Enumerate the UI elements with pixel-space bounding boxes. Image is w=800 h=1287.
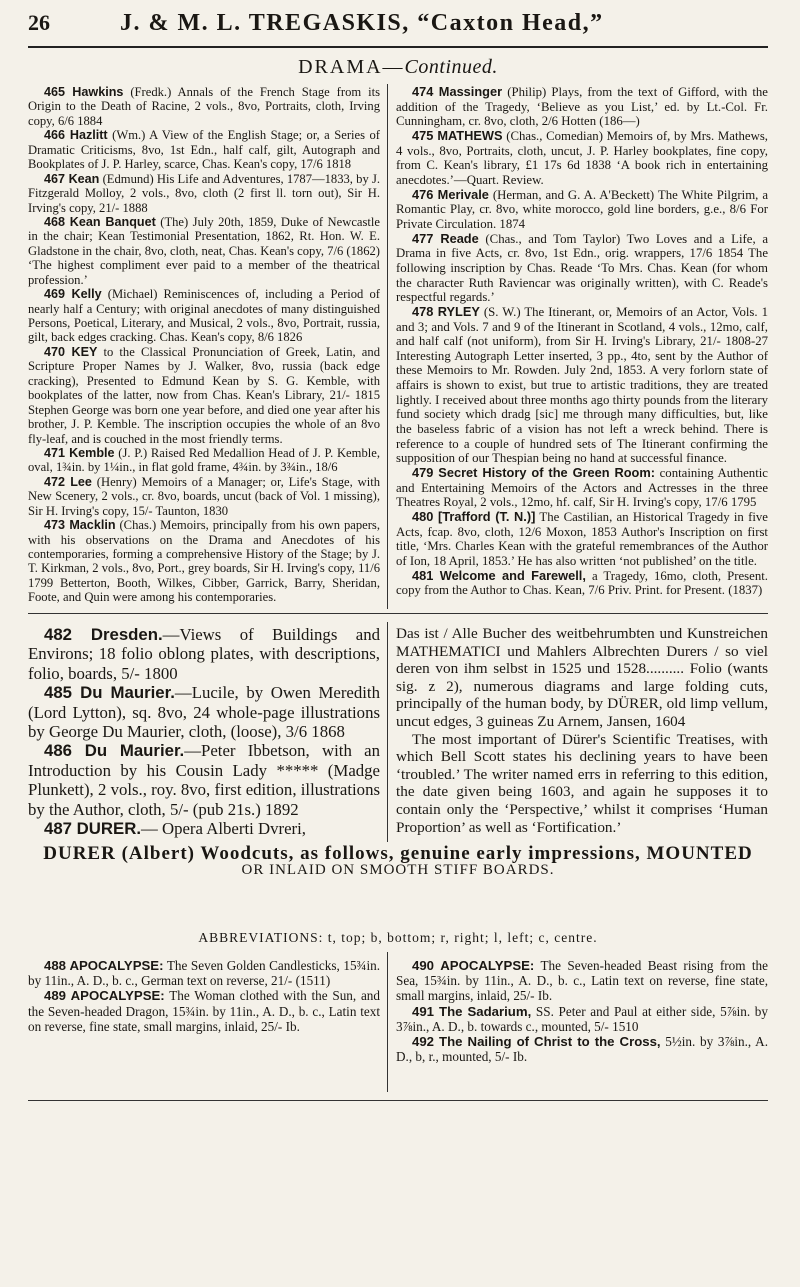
durer-description: Das ist / Alle Bucher des weitbehrumbten und Kunstreichen MATHEMATICI und Mahlers Albrechten Durers / so viel deren von ihm selbst in 1525 und 1528.......... Folio (wants sig. z 2), numerous diagrams and large folding cuts, principally of the human body, by DÜRER, old limp vellum, uncut edges, 3 guineas Zu Arnem, Jansen, 1604 — [396, 625, 768, 730]
bottom-right-column — [396, 958, 768, 1064]
catalogue-entry: 477 Reade (Chas., and Tom Taylor) Two Loves and a Life, a Drama in five Acts, cr. 8vo, 1st Edn., orig. wrappers, 17/6 1854 The following inscription by Chas. Reade ‘To Mrs. Chas. Kean (for whom the character Ruth Raviencar was originally written), with C. Reade's respectful regards.’ — [396, 230, 768, 305]
catalogue-entry: 471 Kemble (J. P.) Raised Red Medallion Head of J. P. Kemble, oval, 1¾in. by 1¼in., in flat gold frame, 4¾in. by 3¾in., 18/6 — [28, 445, 380, 475]
catalogue-entry: 473 Macklin (Chas.) Memoirs, principally from his own papers, with his observations on the Drama and Anecdotes of his contemporaries, forming a comprehensive History of the Stage; by J. T. Kirkman, 2 vols., 8vo, Port., grey boards, Sir H. Irving's copy, 11/6 1799 Betterton, Booth, Wilkes, Cibber, Garrick, Barry, Sheridan, Foote, and Quin were among his contemporaries. — [28, 518, 380, 605]
mid-right-column — [396, 625, 768, 836]
section-rule — [28, 613, 768, 614]
catalogue-entry: 486 Du Maurier.—Peter Ibbetson, with an Introduction by his Cousin Lady ***** (Madge Plunkett), 2 vols., roy. 8vo, first edition, illustrations by the Author, cloth, 5/- (pub 21s.) 1892 — [28, 741, 380, 819]
catalogue-entry: 489 APOCALYPSE: The Woman clothed with the Sun, and the Seven-headed Dragon, 15¾in. by 11in., A. D., b. c., Latin text on reverse, fine state, small margins, inlaid, 25/- Ib. — [28, 988, 380, 1034]
catalogue-entry: 470 KEY to the Classical Pronunciation of Greek, Latin, and Scripture Proper Names by J. Walker, 8vo, russia (back edge cracking), Presented to Edmund Kean by S. G. Kemble, with bookplates of the latter, now from Chas. Kean's Library, 21/- 1815 Stephen George was born one year before, and died one year after his brother, J. P. Kemble. The inscription occupies the whole of an 8vo fly-leaf, and is couched in the most friendly terms. — [28, 344, 380, 446]
catalogue-entry: 490 APOCALYPSE: The Seven-headed Beast rising from the Sea, 15¾in. by 11in., A. D., b. c., Latin text on reverse, fine state, small margins, inlaid, 25/- Ib. — [396, 958, 768, 1004]
section-heading — [28, 56, 768, 79]
publisher-title: J. & M. L. TREGASKIS, “Caxton Head,” — [120, 10, 604, 36]
durer-heading — [28, 845, 768, 879]
catalogue-entry: 488 APOCALYPSE: The Seven Golden Candlesticks, 15¾in. by 11in., A. D., b. c., German text on reverse, 21/- (1511) — [28, 958, 380, 989]
catalogue-entry: 476 Merivale (Herman, and G. A. A'Beckett) The White Pilgrim, a Romantic Play, cr. 8vo, white morocco, gold line borders, g.e., 8/6 For Private Circulation. 1874 — [396, 186, 768, 231]
column-divider — [387, 622, 388, 842]
mid-left-column — [28, 625, 380, 838]
catalogue-entry: 465 Hawkins (Fredk.) Annals of the French Stage from its Origin to the Death of Racine, 2 vols., 8vo, Portraits, cloth, Irving copy, 6/6 1884 — [28, 85, 380, 128]
durer-note: The most important of Dürer's Scientific Treatises, with which Bell Scott states his declining years to have been ‘troubled.’ The writer named errs in referring to this edition, the date given being 1603, and again he supposes it to contain only the ‘Perspective,’ whilst it comprises ‘Human Proportion’ as well as ‘Fortification.’ — [396, 730, 768, 836]
catalogue-entry: 472 Lee (Henry) Memoirs of a Manager; or, Life's Stage, with New Scenery, 2 vols., cr. 8vo, boards, uncut (back of Vol. 1 missing), Sir H. Irving's copy, 15/- Taunton, 1830 — [28, 474, 381, 518]
catalogue-entry: 492 The Nailing of Christ to the Cross, 5½in. by 3⅞in., A. D., b, r., mounted, 5/- Ib. — [396, 1034, 768, 1065]
bottom-left-column — [28, 958, 380, 1034]
catalogue-entry: 487 DURER.— Opera Alberti Dvreri, — [44, 819, 306, 839]
section-title: DRAMA— — [298, 56, 405, 78]
catalogue-entry: 485 Du Maurier.—Lucile, by Owen Meredith (Lord Lytton), sq. 8vo, 24 whole-page illustrations by George Du Maurier, cloth, (loose), 3/6 1868 — [28, 683, 380, 742]
page-header — [28, 6, 768, 42]
bottom-rule — [28, 1100, 768, 1101]
catalogue-entry: 491 The Sadarium, SS. Peter and Paul at either side, 5⅞in. by 3⅞in., A. D., b. towards c., mounted, 5/- 1510 — [396, 1003, 768, 1034]
catalogue-entry: 474 Massinger (Philip) Plays, from the text of Gifford, with the addition of the Tragedy, ‘Believe as you List,’ ed. by Lt.-Col. Fr. Cunningham, cr. 8vo, cloth, 2/6 Hotten (186—) — [396, 84, 768, 129]
right-column — [396, 85, 768, 598]
catalogue-entry: 466 Hazlitt (Wm.) A View of the English Stage; or, a Series of Dramatic Criticisms, 8vo, 1st Edn., half calf, gilt, Autograph and Bookplates of J. P. Harley, scarce, Chas. Kean's copy, 17/6 1818 — [28, 128, 381, 172]
left-column — [28, 85, 380, 605]
durer-heading-line2: OR INLAID ON SMOOTH STIFF BOARDS. — [241, 862, 555, 878]
section-continued: Continued. — [404, 56, 498, 78]
catalogue-entry: 481 Welcome and Farewell, a Tragedy, 16mo, cloth, Present. copy from the Author to Chas. Kean, 7/6 Priv. Print. for Present. (1837) — [396, 567, 768, 598]
catalogue-entry: 468 Kean Banquet (The) July 20th, 1859, Duke of Newcastle in the chair; Kean Testimonial Presentation, 1862, Rt. Hon. W. E. Gladstone in the chair, 8vo, cloth, neat, Chas. Kean's copy, 7/6 (1862) ‘The highest compliment ever paid to a member of the theatrical profession.’ — [28, 214, 380, 287]
catalogue-entry: 478 RYLEY (S. W.) The Itinerant, or, Memoirs of an Actor, Vols. 1 and 3; and Vols. 7 and 9 of the Itinerant in Scotland, 4 vols., 12mo, calf, and half calf (not uniform), from Sir H. Irving's Library, 21/- 1808-27 Interesting Autograph Letter inserted, 3 pp., 4to, sent by the Author of these Memoirs to Mr. Rowden. July 2nd, 1853. A very forlorn state of affairs is shown to exist, but true to artistic traditions, they are treated lightly. I received about three months ago thirty pounds from the literary fund society which dradg [sic] me through many difficulties, but, like the baseless fabric of a vision has not left a wreck behind. There is reference to a couple of hundred sets of The Itinerant confirming the supposition of our Thespian being no hand at successful finance. — [396, 303, 768, 466]
catalogue-entry: 469 Kelly (Michael) Reminiscences of, including a Period of nearly half a Century; with original anecdotes of many distinguished Persons, Poetical, Literary, and Musical, 2 vols., 8vo, Portrait, russia, gilt, back edges cracking. Chas. Kean's copy, 8/6 1826 — [28, 287, 380, 345]
header-rule — [28, 46, 768, 48]
column-divider — [387, 952, 388, 1092]
catalogue-entry: 480 [Trafford (T. N.)] The Castilian, an Historical Tragedy in five Acts, fcap. 8vo, cloth, 12/6 Moxon, 1853 Author's Inscription on first title, ‘Mrs. Charles Kean with the grateful remembrances of the Author of Ion, 18 April, 1853.’ He has also written ‘not published’ on the title. — [396, 509, 768, 568]
catalogue-entry: 475 MATHEWS (Chas., Comedian) Memoirs of, by Mrs. Mathews, 4 vols., 8vo, Portraits, cloth, uncut, J. P. Harley bookplates, fine copy, from C. Kean's library, £1 17s 6d 1838 ‘A book rich in entertaining anecdotes.’—Quart. Review. — [396, 127, 769, 187]
column-divider — [387, 84, 388, 609]
catalogue-entry: 479 Secret History of the Green Room: containing Authentic and Entertaining Memoirs of the Actors and Actresses in the three Theatres Royal, 2 vols., 12mo, hf. calf, Sir H. Irving's copy, 17/6 1795 — [396, 465, 768, 510]
catalogue-entry: 467 Kean (Edmund) His Life and Adventures, 1787—1833, by J. Fitzgerald Molloy, 2 vols., 8vo, cloth (2 first ll. torn out), Sir H. Irving's copy, 21/- 1888 — [28, 171, 381, 215]
durer-heading-line1: DURER (Albert) Woodcuts, as follows, genuine early impressions, MOUNTED — [43, 843, 753, 864]
catalogue-entry: 482 Dresden.—Views of Buildings and Environs; 18 folio oblong plates, with descriptions, folio, boards, 5/- 1800 — [28, 625, 380, 683]
page-number: 26 — [28, 10, 50, 35]
abbreviations: ABBREVIATIONS: t, top; b, bottom; r, right; l, left; c, centre. — [198, 930, 598, 945]
